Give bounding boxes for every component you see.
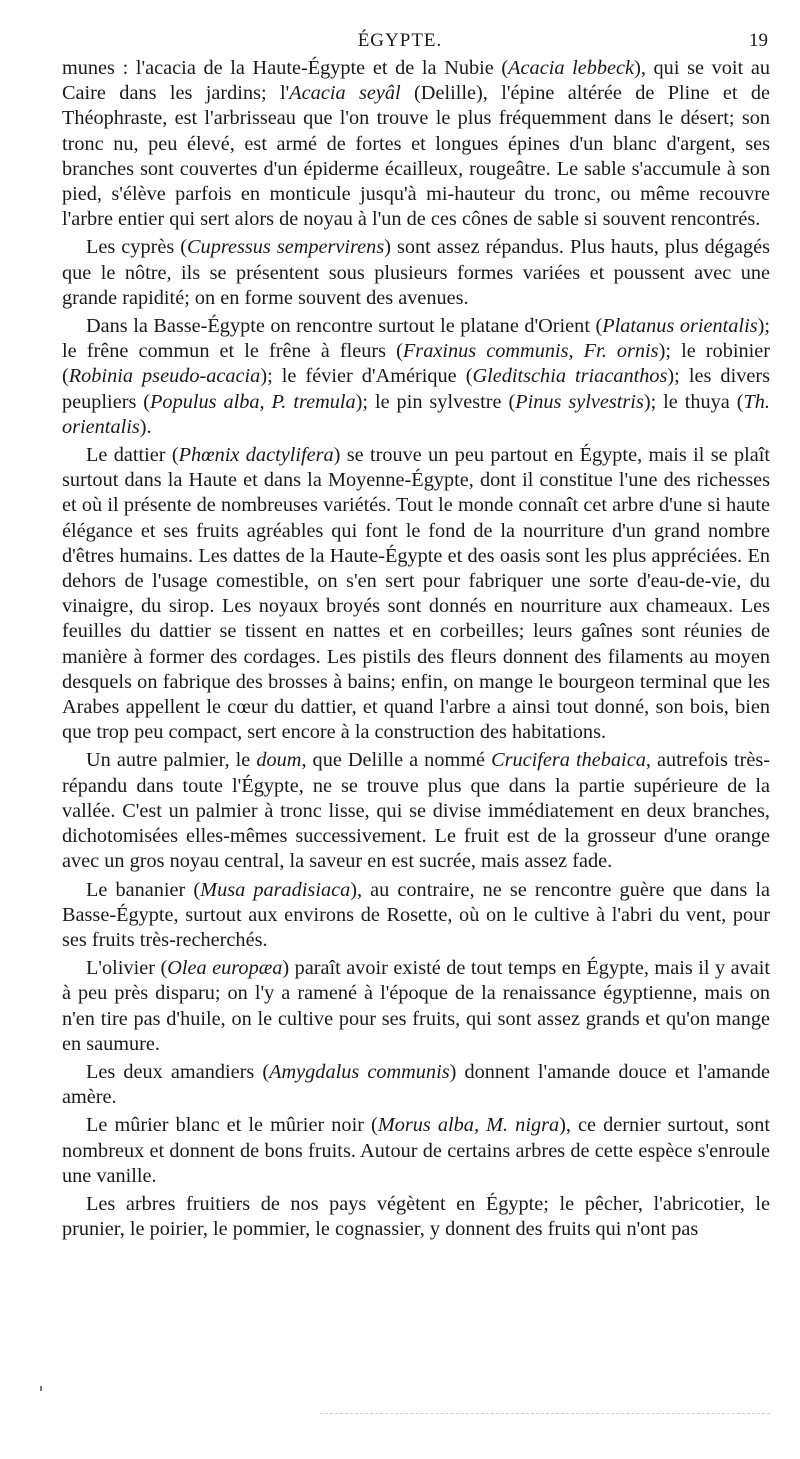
text-run: ) donnent l'amande douce et l'amande amère.	[62, 1060, 770, 1109]
italic-term: Olea europæa	[167, 957, 283, 980]
italic-term: Amygdalus communis	[269, 1060, 450, 1083]
margin-mark	[40, 1386, 42, 1391]
page-number: 19	[749, 30, 768, 51]
text-run: Le mûrier blanc et le mûrier noir (	[86, 1114, 378, 1137]
italic-term: Platanus orientalis	[602, 315, 758, 338]
text-run: Dans la Basse-Égypte on rencontre surtout le platane d'Orient (	[86, 315, 603, 338]
text-run: ) se trouve un peu partout en Égypte, mais il se plaît surtout dans la Haute et dans la Moyenne-Égypte, dont il constitue l'une des richesses et où il présente de nombreuses variétés. Tout le monde connaît cet arbre d'une si haute élégance et ses fruits agréables qui font le fond de la nourriture d'un grand nombre d'êtres humains. Les dattes de la Haute-Égypte et des oasis sont les plus appréciées. En dehors de l'usage comestible, on s'en sert pour fabriquer une sorte d'eau-de-vie, du vinaigre, du sirop. Les noyaux broyés sont donnés en nourriture aux chameaux. Les feuilles du dattier se tissent en nattes et en corbeilles; leurs gaînes sont réunies de manière à former des cordages. Les pistils des fleurs donnent des filaments au moyen desquels on fabrique des brosses à bains; enfin, on mange le bourgeon terminal que les Arabes appellent le cœur du dattier, et quand l'arbre a ainsi tout donné, son bois, bien que trop peu compact, sert encore à la construction des habitations.	[62, 444, 770, 744]
italic-term: doum	[256, 749, 302, 772]
body-text	[62, 56, 770, 1245]
text-run: Le bananier (	[86, 878, 201, 901]
text-run: ).	[139, 415, 152, 438]
text-run: ) paraît avoir existé de tout temps en Égypte, mais il y avait à peu près disparu; on l'y a ramené à l'époque de la renaissance égyptienne, mais on n'en tire pas d'huile, on le cultive pour ses fruits, qui sont assez grands et qu'on mange en saumure.	[62, 957, 771, 1055]
italic-term: Th. orientalis	[62, 390, 771, 438]
italic-term: Acacia lebbeck	[508, 57, 635, 79]
italic-term: Cupressus sempervirens	[187, 236, 385, 259]
italic-term: Musa paradisiaca	[200, 878, 351, 901]
text-run: ); le févier d'Amérique (	[260, 365, 473, 388]
text-run: , autrefois très-répandu dans toute l'Égypte, ne se trouve plus que dans la partie supérieure de la vallée. C'est un palmier à tronc lisse, qui se divise immédiatement en deux branches, dichotomisées elles-mêmes successivement. Le fruit est de la grosseur d'une orange avec un gros noyau central, la saveur en est sucrée, mais assez fade.	[62, 749, 771, 873]
text-run: ); le frêne commun et le frêne à fleurs (	[62, 315, 770, 363]
footer-rule	[320, 1413, 770, 1415]
italic-term: Fraxinus communis, Fr. ornis	[402, 340, 659, 363]
paragraph	[62, 1060, 770, 1110]
text-run: ); le robinier (	[62, 340, 771, 388]
text-run: ), au contraire, ne se rencontre guère que dans la Basse-Égypte, surtout aux environs de Rosette, où on le cultive à l'abri du vent, pour ses fruits très-recherchés.	[62, 878, 770, 951]
text-run: ); le thuya (	[643, 390, 744, 413]
text-run: Les cyprès (	[86, 236, 188, 259]
text-run: ), qui se voit au Caire dans les jardins; l'	[62, 57, 770, 105]
text-run: Un autre palmier, le	[86, 749, 257, 772]
italic-term: Pinus sylvestris	[515, 390, 644, 413]
italic-term: Populus alba, P. tremula	[150, 390, 356, 413]
italic-term: Gleditschia triacanthos	[472, 365, 668, 388]
paragraph	[62, 956, 770, 1057]
text-run: L'olivier (	[86, 957, 168, 980]
italic-term: Robinia pseudo-acacia	[68, 365, 261, 388]
text-run: munes : l'acacia de la Haute-Égypte et de la Nubie (	[62, 57, 509, 79]
italic-term: Crucifera thebaica	[491, 749, 646, 772]
text-run: (Delille), l'épine altérée de Pline et de Théophraste, est l'arbrisseau que l'on trouve le plus fréquemment dans le désert; son tronc nu, peu élevé, est armé de fortes et longues épines d'un blanc d'argent, ses branches sont couvertes d'un épiderme écailleux, rougeâtre. Le sable s'accumule à son pied, s'élève parfois en monticule jusqu'à mi-hauteur du tronc, ou même recouvre l'arbre entier qui sert alors de noyau à l'un de ces cônes de sable si souvent rencontrés.	[62, 82, 770, 231]
text-run: , que Delille a nommé	[301, 749, 492, 772]
page-header	[0, 20, 800, 60]
text-run: ), ce dernier surtout, sont nombreux et donnent de bons fruits. Autour de certains arbres de cette espèce s'enroule une vanille.	[62, 1114, 770, 1187]
paragraph	[62, 1113, 770, 1189]
paragraph	[62, 878, 770, 954]
paragraph	[62, 1192, 770, 1242]
paragraph	[62, 56, 770, 232]
italic-term: Morus alba, M. nigra	[377, 1114, 560, 1137]
text-run: ) sont assez répandus. Plus hauts, plus dégagés que le nôtre, ils se présentent sous plusieurs formes variées et poussent avec une grande rapidité; on en forme souvent des avenues.	[62, 236, 770, 309]
italic-term: Acacia seyâl	[289, 82, 401, 105]
italic-term: Phœnix dactylifera	[178, 444, 334, 467]
paragraph	[62, 443, 770, 745]
paragraph	[62, 314, 770, 440]
paragraph	[62, 748, 770, 874]
text-run: ); le pin sylvestre (	[355, 390, 516, 413]
text-run: Le dattier (	[86, 444, 179, 467]
text-run: Les deux amandiers (	[86, 1060, 270, 1083]
text-run: ); les divers peupliers (	[62, 365, 771, 413]
running-title: ÉGYPTE.	[357, 30, 443, 51]
text-run: Les arbres fruitiers de nos pays végètent en Égypte; le pêcher, l'abricotier, le prunier, le poirier, le pommier, le cognassier, y donnent des fruits qui n'ont pas	[62, 1192, 770, 1241]
paragraph	[62, 235, 770, 311]
